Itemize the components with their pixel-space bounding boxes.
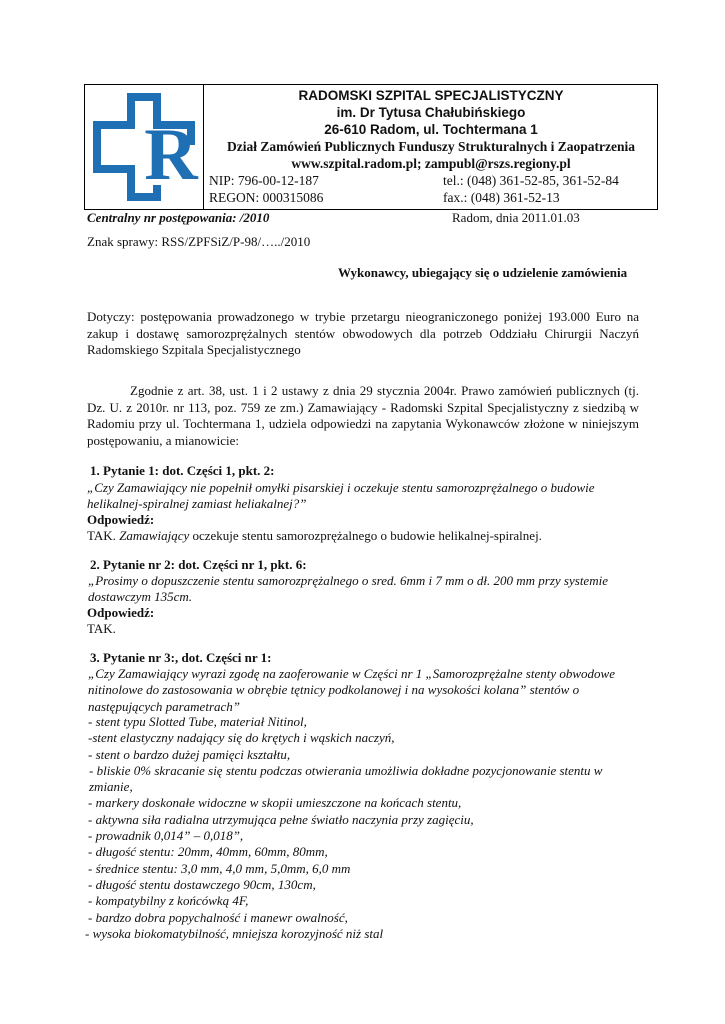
web-email: www.szpital.radom.pl; zampubl@rszs.regiony.pl: [291, 156, 571, 171]
addressee: Wykonawcy, ubiegający się o udzielenie zamówienia: [338, 265, 628, 280]
hospital-address: 26-610 Radom, ul. Tochtermana 1: [324, 122, 538, 137]
list-item: - markery doskonałe widoczne w skopii umieszczone na końcach stentu,: [88, 795, 462, 811]
question-3-parameters: [85, 714, 648, 942]
answer-1-rest: oczekuje stentu samorozprężalnego o budowie helikalnej-spiralnej.: [189, 528, 542, 543]
answer-1-text: [87, 528, 542, 544]
fax: fax.: (048) 361-52-13: [443, 190, 560, 205]
nip-tel-row: [205, 172, 657, 189]
answer-1-label: Odpowiedź:: [87, 512, 155, 527]
list-item: - aktywna siła radialna utrzymująca pełne światło naczynia przy zagięciu,: [88, 811, 474, 827]
list-item: - długość stentu dostawczego 90cm, 130cm,: [88, 876, 316, 892]
list-item: - prowadnik 0,014” – 0,018”,: [88, 828, 244, 844]
list-item: - kompatybilny z końcówką 4F,: [88, 893, 249, 909]
question-1-text: „Czy Zamawiający nie popełnił omyłki pisarskiej i oczekuje stentu samorozprężalnego o budowie helikalnej-spiralnej zamiast heliakalnej?”: [87, 480, 595, 511]
logo-cell: [85, 85, 204, 209]
list-item: - wysoka biokomatybilność, mniejsza korozyjność niż stal: [85, 925, 384, 941]
nip: NIP: 796-00-12-187: [209, 173, 319, 188]
list-item: - długość stentu: 20mm, 40mm, 60mm, 80mm,: [88, 844, 328, 860]
hospital-name: RADOMSKI SZPITAL SPECJALISTYCZNY: [298, 88, 564, 103]
hospital-logo-icon: [87, 89, 203, 207]
letterhead: [84, 84, 658, 210]
answer-1-italic: Zamawiający: [119, 528, 190, 543]
question-1-heading: 1. Pytanie 1: dot. Części 1, pkt. 2:: [90, 463, 275, 478]
regon-fax-row: [205, 189, 657, 206]
place-date: Radom, dnia 2011.01.03: [452, 210, 580, 225]
list-item: - stent o bardzo dużej pamięci kształtu,: [88, 746, 291, 762]
list-item: - średnice stentu: 3,0 mm, 4,0 mm, 5,0mm, 6,0 mm: [88, 860, 351, 876]
list-item: -stent elastyczny nadający się do krętych i wąskich naczyń,: [88, 730, 395, 746]
subject-paragraph: Dotyczy: postępowania prowadzonego w trybie przetargu nieograniczonego poniżej 193.000 Euro na zakup i dostawę samorozprężalnych stentów obwodowych dla potrzeb Oddziału Chirurgii Naczyń Radomskiego Szpitala Specjalistycznego: [87, 309, 639, 357]
answer-2-text: TAK.: [87, 621, 116, 636]
regon: REGON: 000315086: [209, 190, 324, 205]
intro-paragraph: Zgodnie z art. 38, ust. 1 i 2 ustawy z dnia 29 stycznia 2004r. Prawo zamówień publicznych (tj. Dz. U. z 2010r. nr 113, poz. 759 ze zm.) Zamawiający - Radomski Szpital Specjalistyczny z siedzibą w Radomiu przy ul. Tochtermana 1, udziela odpowiedzi na zapytania Wykonawców złożone w niniejszym postępowaniu, a mianowicie:: [87, 383, 639, 448]
list-item: - bardzo dobra popychalność i manewr owalność,: [88, 909, 348, 925]
case-number: Znak sprawy: RSS/ZPFSiZ/P-98/…../2010: [87, 234, 311, 249]
answer-2-label: Odpowiedź:: [87, 605, 155, 620]
list-item: - stent typu Slotted Tube, materiał Nitinol,: [88, 714, 307, 729]
hospital-patron: im. Dr Tytusa Chałubińskiego: [336, 105, 526, 120]
central-number: Centralny nr postępowania: /2010: [87, 210, 270, 225]
question-2-heading: 2. Pytanie nr 2: dot. Części nr 1, pkt. 6:: [90, 557, 307, 572]
logo-letter: R: [144, 114, 198, 196]
question-3-text: „Czy Zamawiający wyrazi zgodę na zaoferowanie w Części nr 1 „Samorozprężalne stenty obwodowe nitinolowe do zastosowania w obrębie tętnicy podkolanowej i na wysokości kolana” stentów o następujących parametrach”: [88, 666, 615, 714]
department-name: Dział Zamówień Publicznych Funduszy Strukturalnych i Zaopatrzenia: [226, 139, 636, 154]
question-3-heading: 3. Pytanie nr 3:, dot. Części nr 1:: [90, 650, 272, 665]
question-2-text: „Prosimy o dopuszczenie stentu samorozprężalnego o sred. 6mm i 7 mm o dł. 200 mm przy systemie dostawczym 135cm.: [88, 573, 608, 604]
tel: tel.: (048) 361-52-85, 361-52-84: [443, 173, 619, 188]
list-item: - bliskie 0% skracanie się stentu podczas otwierania umożliwia dokładne pozycjonowanie stentu w zmianie,: [89, 762, 603, 795]
letterhead-info: [205, 87, 657, 206]
answer-1-lead: TAK.: [87, 528, 120, 543]
